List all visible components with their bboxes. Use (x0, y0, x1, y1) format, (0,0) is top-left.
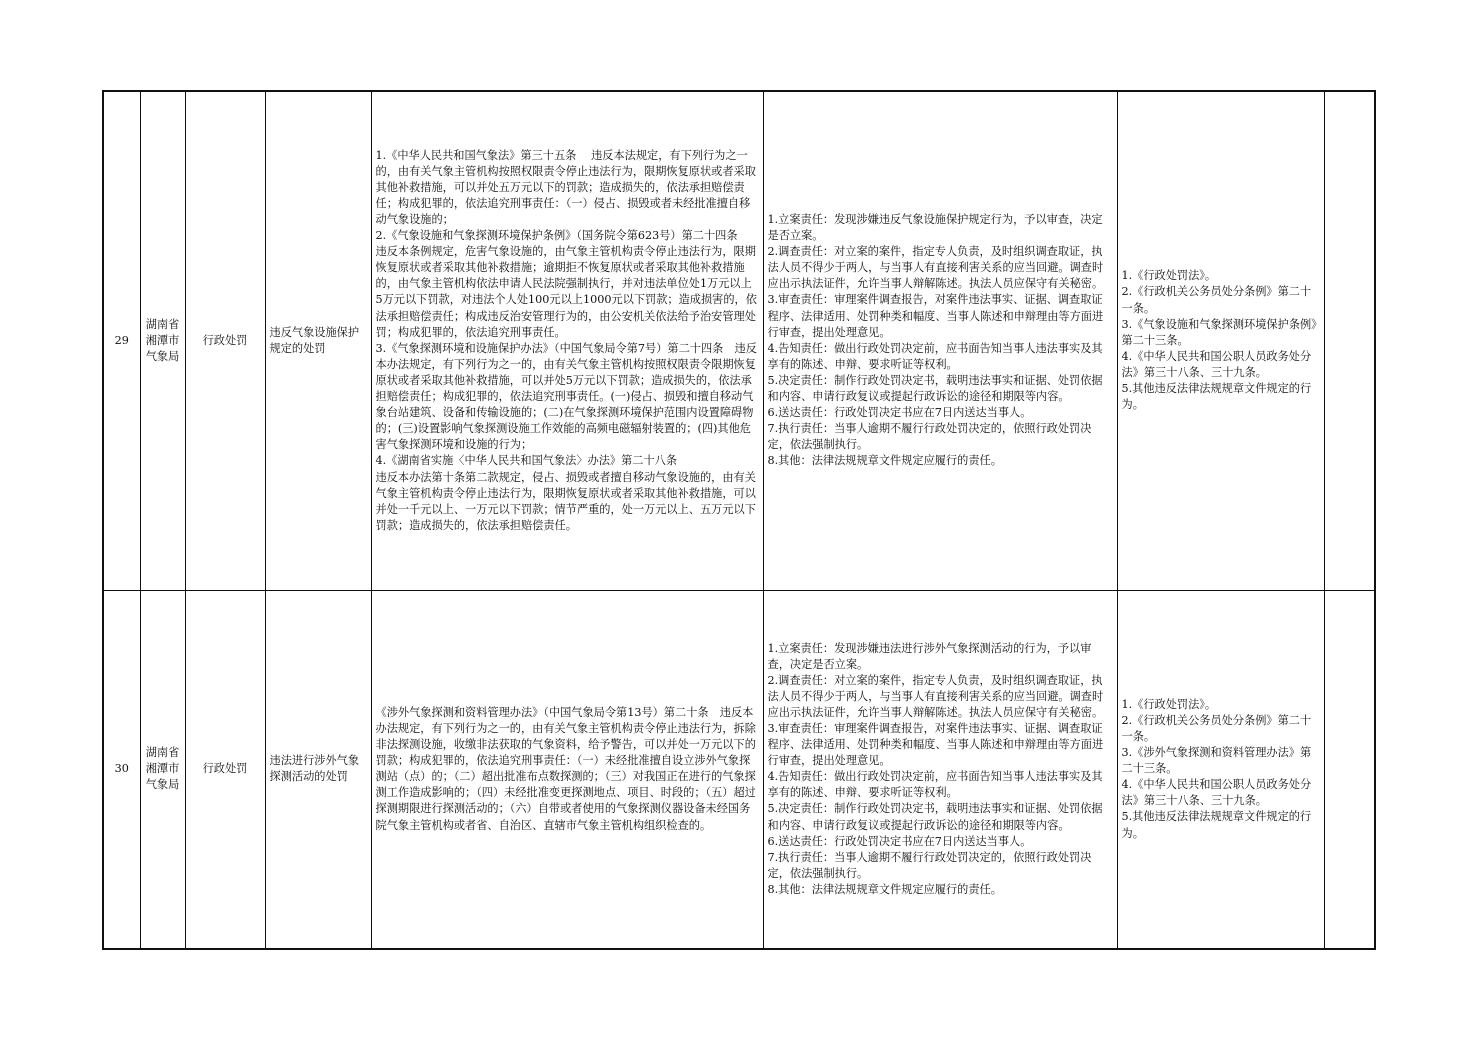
responsibility-cell (763, 590, 1117, 949)
responsibility-line: 1.立案责任：发现涉嫌违反气象设施保护规定行为，予以审查，决定是否立案。 (767, 213, 1103, 243)
accountability-line: 1.《行政处罚法》。 (1121, 697, 1217, 711)
implementing-agency: 湖南省湘潭市气象局 (140, 590, 185, 949)
responsibility-line: 8.其他：法律法规规章文件规定应履行的责任。 (767, 882, 1002, 896)
row-number: 29 (103, 91, 140, 590)
responsibility-line: 2.调查责任：对立案的案件，指定专人负责，及时组织调查取证，执法人员不得少于两人，与当事人有直接利害关系的应当回避。调查时应出示执法证件，允许当事人辩解陈述。执法人员应保守有关秘密。 (767, 673, 1104, 719)
accountability-cell (1117, 91, 1324, 590)
accountability-line: 4.《中华人民共和国公职人员政务处分法》第三十八条、三十九条。 (1121, 778, 1312, 808)
responsibility-line: 4.告知责任：做出行政处罚决定前，应书面告知当事人违法事实及其享有的陈述、申辩、要求听证等权利。 (767, 341, 1103, 371)
accountability-line: 3.《气象设施和气象探测环境保护条例》第二十三条。 (1121, 317, 1317, 347)
accountability-line: 2.《行政机关公务员处分条例》第二十一条。 (1121, 285, 1312, 315)
accountability-line: 1.《行政处罚法》。 (1121, 269, 1217, 283)
power-item-name: 违法进行涉外气象探测活动的处罚 (265, 590, 371, 949)
accountability-line: 3.《涉外气象探测和资料管理办法》第二十三条。 (1121, 746, 1312, 776)
responsibility-line: 4.告知责任：做出行政处罚决定前，应书面告知当事人违法事实及其享有的陈述、申辩、要求听证等权利。 (767, 770, 1103, 800)
responsibility-cell (763, 91, 1117, 590)
legal-basis-cell (371, 91, 763, 590)
power-type: 行政处罚 (185, 590, 265, 949)
responsibility-line: 8.其他：法律法规规章文件规定应履行的责任。 (767, 454, 1002, 468)
responsibility-line: 5.决定责任：制作行政处罚决定书，载明违法事实和证据、处罚依据和内容、申请行政复议或提起行政诉讼的途径和期限等内容。 (767, 802, 1103, 832)
responsibility-line: 3.审查责任：审理案件调查报告，对案件违法事实、证据、调查取证程序、法律适用、处罚种类和幅度、当事人陈述和申辩理由等方面进行审查，提出处理意见。 (767, 293, 1104, 339)
power-item-name: 违反气象设施保护规定的处罚 (265, 91, 371, 590)
legal-basis-line: 2.《气象设施和气象探测环境保护条例》（国务院令第623号）第二十四条 违反本条例规定，危害气象设施的，由气象主管机构责令停止违法行为，限期恢复原状或者采取其他补救措施；逾期拒不恢复原状或者采取其他补救措施的，由气象主管机构依法申请人民法院强制执行，并对违法单位处1万元以上5万元以下罚款，对违法个人处100元以上1000元以下罚款；造成损害的，依法承担赔偿责任；构成违反治安管理行为的，由公安机关依法给予治安管理处罚；构成犯罪的，依法追究刑事责任。 (375, 229, 757, 339)
power-list-table (102, 90, 1376, 950)
responsibility-line: 1.立案责任：发现涉嫌违法进行涉外气象探测活动的行为，予以审查，决定是否立案。 (767, 641, 1092, 671)
responsibility-line: 7.执行责任：当事人逾期不履行行政处罚决定的，依照行政处罚决定，依法强制执行。 (767, 850, 1092, 880)
table-row (103, 590, 1375, 949)
responsibility-line: 2.调查责任：对立案的案件，指定专人负责，及时组织调查取证，执法人员不得少于两人，与当事人有直接利害关系的应当回避。调查时应出示执法证件，允许当事人辩解陈述。执法人员应保守有关秘密。 (767, 245, 1104, 291)
responsibility-line: 6.送达责任：行政处罚决定书应在7日内送达当事人。 (767, 834, 1032, 848)
row-number: 30 (103, 590, 140, 949)
table-row (103, 91, 1375, 590)
legal-basis-line: 4.《湖南省实施〈中华人民共和国气象法〉办法》第二十八条 (375, 454, 678, 468)
remark-cell (1324, 91, 1375, 590)
accountability-line: 5.其他违反法律法规规章文件规定的行为。 (1121, 381, 1312, 412)
responsibility-line: 6.送达责任：行政处罚决定书应在7日内送达当事人。 (767, 406, 1032, 420)
accountability-cell (1117, 590, 1324, 949)
remark-cell (1324, 590, 1375, 949)
implementing-agency: 湖南省湘潭市气象局 (140, 91, 185, 590)
responsibility-line: 3.审查责任：审理案件调查报告，对案件违法事实、证据、调查取证程序、法律适用、处罚种类和幅度、当事人陈述和申辩理由等方面进行审查，提出处理意见。 (767, 721, 1104, 768)
power-type: 行政处罚 (185, 91, 265, 590)
legal-basis-line: 违反本办法第十条第二款规定，侵占、损毁或者擅自移动气象设施的，由有关气象主管机构责令停止违法行为，限期恢复原状或者采取其他补救措施，可以并处一千元以上、一万元以下罚款；情节严重的，处一万元以上、五万元以下罚款；造成损失的，依法承担赔偿责任。 (375, 470, 756, 532)
legal-basis-line: 3.《气象探测环境和设施保护办法》（中国气象局令第7号）第二十四条 违反本办法规定，有下列行为之一的，由有关气象主管机构按照权限责令限期恢复原状或者采取其他补救措施，可以并处5万元以下罚款；造成损失的，依法承担赔偿责任；构成犯罪的，依法追究刑事责任。(一)侵占、损毁和擅自移动气象台站建筑、设备和传输设施的；(二)在气象探测环境保护范围内设置障碍物的；(三)设置影响气象探测设施工作效能的高频电磁辐射装置的；(四)其他危害气象探测环境和设施的行为； (375, 341, 757, 452)
responsibility-line: 5.决定责任：制作行政处罚决定书，载明违法事实和证据、处罚依据和内容、申请行政复议或提起行政诉讼的途径和期限等内容。 (767, 373, 1103, 404)
responsibility-line: 7.执行责任：当事人逾期不履行行政处罚决定的，依照行政处罚决定，依法强制执行。 (767, 422, 1092, 452)
accountability-line: 4.《中华人民共和国公职人员政务处分法》第三十八条、三十九条。 (1121, 349, 1312, 379)
accountability-line: 2.《行政机关公务员处分条例》第二十一条。 (1121, 713, 1312, 744)
legal-basis-line: 1.《中华人民共和国气象法》第三十五条 违反本法规定，有下列行为之一的，由有关气象主管机构按照权限责令停止违法行为，限期恢复原状或者采取其他补救措施，可以并处五万元以下的罚款；造成损失的，依法承担赔偿责任；构成犯罪的，依法追究刑事责任：（一）侵占、损毁或者未经批准擅自移动气象设施的； (375, 148, 756, 226)
legal-basis-cell (371, 590, 763, 949)
legal-basis-line: 《涉外气象探测和资料管理办法》（中国气象局令第13号）第二十条 违反本办法规定，有下列行为之一的，由有关气象主管机构责令停止违法行为，拆除非法探测设施，收缴非法获取的气象资料，给予警告，可以并处一万元以下的罚款；构成犯罪的，依法追究刑事责任：（一）未经批准擅自设立涉外气象探测站（点）的；（二）超出批准布点数探测的；（三）对我国正在进行的气象探测工作造成影响的；（四）未经批准变更探测地点、项目、时段的；（五）超过探测期限进行探测活动的；（六）自带或者使用的气象探测仪器设备未经国务院气象主管机构或者省、自治区、直辖市气象主管机构组织检查的。 (375, 705, 756, 832)
accountability-line: 5.其他违反法律法规规章文件规定的行为。 (1121, 810, 1312, 840)
